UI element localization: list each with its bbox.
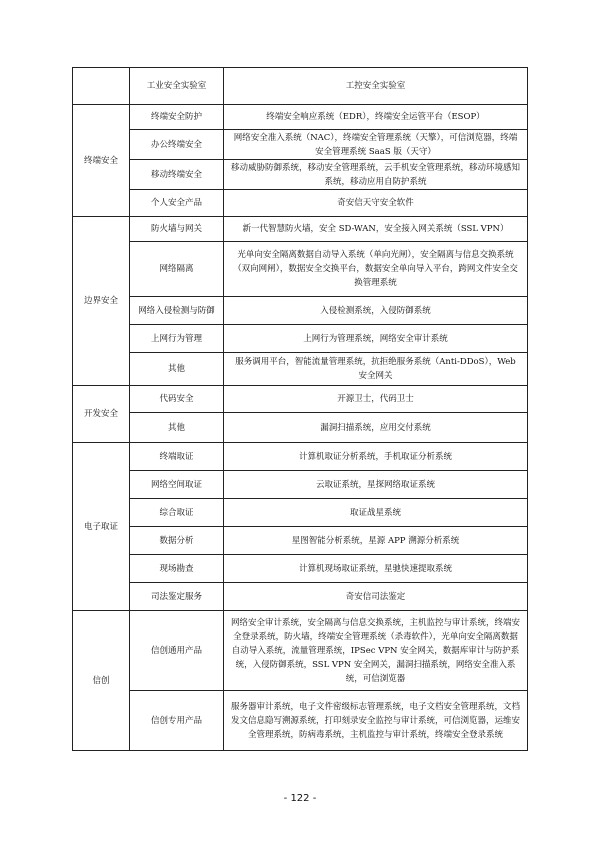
category-cell: 开发安全 [73,386,130,443]
subcategory-cell: 现场勘查 [130,555,224,583]
table-row [73,413,528,443]
subcategory-cell: 综合取证 [130,499,224,527]
subcategory-cell: 信创通用产品 [130,611,224,691]
table-row [73,190,528,217]
table-row [73,471,528,499]
subcategory-cell: 信创专用产品 [130,691,224,751]
subcategory-cell: 代码安全 [130,386,224,413]
header-col1 [73,68,130,105]
subcategory-cell: 个人安全产品 [130,190,224,217]
table-row [73,105,528,130]
products-cell: 奇安信司法鉴定 [224,583,528,611]
subcategory-cell: 办公终端安全 [130,130,224,160]
subcategory-cell: 司法鉴定服务 [130,583,224,611]
products-cell: 光单向安全隔离数据自动导入系统（单向光闸），安全隔离与信息交换系统（双向网闸），数据安全交换平台，数据安全单向导入平台，跨网文件安全交换管理系统 [224,242,528,297]
subcategory-cell: 数据分析 [130,527,224,555]
header-col2: 工业安全实验室 [130,68,224,105]
products-cell: 入侵检测系统，入侵防御系统 [224,297,528,325]
table-row [73,555,528,583]
category-cell: 边界安全 [73,217,130,386]
subcategory-cell: 其他 [130,413,224,443]
table-row [73,499,528,527]
products-cell: 网络安全准入系统（NAC），终端安全管理系统（天擎），可信浏览器，终端安全管理系统 SaaS 版（天守） [224,130,528,160]
header-row [73,68,528,105]
subcategory-cell: 移动终端安全 [130,160,224,190]
category-cell: 终端安全 [73,105,130,217]
subcategory-cell: 终端安全防护 [130,105,224,130]
subcategory-cell: 其他 [130,353,224,386]
table-row [73,130,528,160]
subcategory-cell: 终端取证 [130,443,224,471]
products-cell: 取证战星系统 [224,499,528,527]
page-number: - 122 - [283,793,317,804]
category-cell: 信创 [73,611,130,751]
products-cell: 漏洞扫描系统，应用交付系统 [224,413,528,443]
category-cell: 电子取证 [73,443,130,611]
products-cell: 星图智能分析系统，星源 APP 溯源分析系统 [224,527,528,555]
subcategory-cell: 网络隔离 [130,242,224,297]
products-cell: 计算机现场取证系统，星驰快速提取系统 [224,555,528,583]
subcategory-cell: 防火墙与网关 [130,217,224,242]
products-cell: 服务调用平台，智能流量管理系统，抗拒绝服务系统（Anti-DDoS），Web 安全网关 [224,353,528,386]
table-row [73,583,528,611]
table-row [73,325,528,353]
table-row [73,611,528,691]
table-row [73,691,528,751]
table-row [73,217,528,242]
products-cell: 终端安全响应系统（EDR），终端安全运管平台（ESOP） [224,105,528,130]
products-cell: 云取证系统，星探网络取证系统 [224,471,528,499]
products-cell: 新一代智慧防火墙，安全 SD-WAN，安全接入网关系统（SSL VPN） [224,217,528,242]
products-cell: 网络安全审计系统，安全隔离与信息交换系统，主机监控与审计系统，终端安全登录系统，防火墙，终端安全管理系统（杀毒软件），光单向安全隔离数据自动导入系统，流量管理系统，IPSec VPN 安全网关，数据库审计与防护系统，入侵防御系统，SSL VPN 安全网关，漏洞扫描系统，网络安全准入系统，可信浏览器 [224,611,528,691]
header-col3: 工控安全实验室 [224,68,528,105]
table-row [73,443,528,471]
products-cell: 移动威胁防御系统，移动安全管理系统，云手机安全管理系统，移动环境感知系统，移动应用自防护系统 [224,160,528,190]
table-row [73,386,528,413]
table-row [73,160,528,190]
products-cell: 计算机取证分析系统，手机取证分析系统 [224,443,528,471]
products-cell: 上网行为管理系统，网络安全审计系统 [224,325,528,353]
products-cell: 服务器审计系统，电子文件密级标志管理系统，电子文档安全管理系统，文档发文信息隐写溯源系统，打印刻录安全监控与审计系统，可信浏览器，运维安全管理系统，防病毒系统，主机监控与审计系统，终端安全登录系统 [224,691,528,751]
products-cell: 开源卫士，代码卫士 [224,386,528,413]
subcategory-cell: 网络空间取证 [130,471,224,499]
table-row [73,527,528,555]
table-row [73,242,528,297]
subcategory-cell: 网络入侵检测与防御 [130,297,224,325]
table-row [73,353,528,386]
product-table [72,67,528,751]
subcategory-cell: 上网行为管理 [130,325,224,353]
products-cell: 奇安信天守安全软件 [224,190,528,217]
table-row [73,297,528,325]
